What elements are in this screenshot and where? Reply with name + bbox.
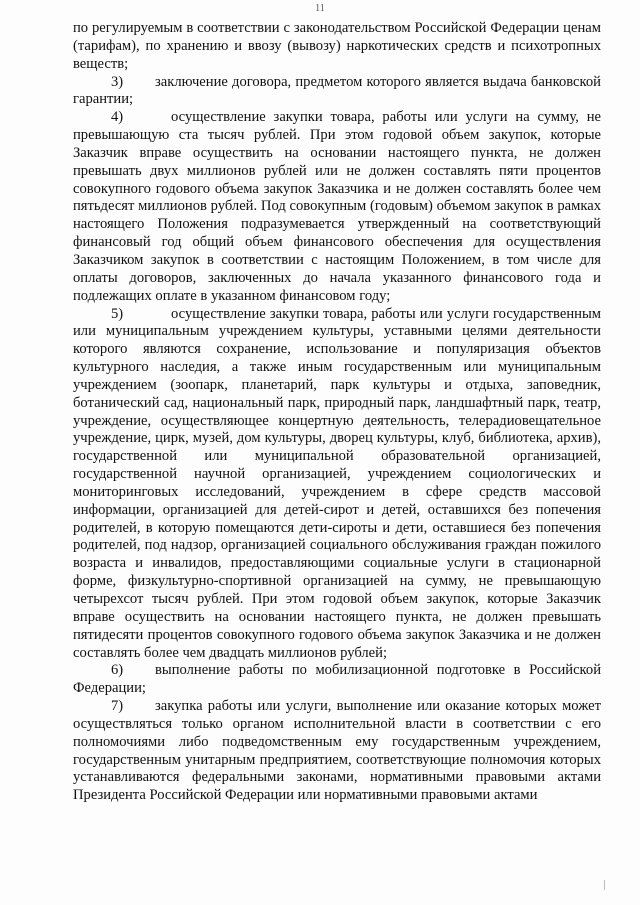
- paragraph-continuation: [73, 20, 601, 74]
- list-item-text: выполнение работы по мобилизационной подготовке в Российской Федерации;: [73, 662, 601, 697]
- list-item-number: 4): [111, 109, 124, 126]
- list-item-number: 5): [111, 305, 124, 322]
- page-number: 11: [315, 3, 325, 14]
- list-item-6: [73, 662, 601, 698]
- list-item-text: заключение договора, предметом которого является выдача банковской гарантии;: [73, 73, 601, 108]
- list-item-text: осуществление закупки товара, работы или услуги государственным или муниципальным учреждением культуры, уставными целями деятельности которого являются сохранение, использование и популяризация объектов культурного наследия, а также иным государственным или муниципальным учреждением (зоопарк, планетарий, парк культуры и отдыха, заповедник, ботанический сад, национальный парк, природный парк, ландшафтный парк, театр, учреждение, осуществляющее концертную деятельность, телерадиовещательное учреждение, цирк, музей, дом культуры, дворец культуры, клуб, библиотека, архив), государственной или муниципальной образовательной организацией, государственной научной организацией, учреждением социологических и мониторинговых исследований, учреждением в сфере средств массовой информации, организацией для детей-сирот и детей, оставшихся без попечения родителей, в которую помещаются дети-сироты и дети, оставшиеся без попечения родителей, под надзор, организацией социального обслуживания граждан пожилого возраста и инвалидов, предоставляющими социальные услуги в стационарной форме, физкультурно-спортивной организацией на сумму, не превышающую четырехсот тысяч рублей. При этом годовой объем закупок, которые Заказчик вправе осуществить на основании настоящего пункта, не должен превышать пятидесяти процентов совокупного годового объема закупок Заказчика и не должен составлять более чем двадцать миллионов рублей;: [73, 305, 601, 661]
- scan-margin-mark: [604, 880, 605, 890]
- list-item-3: [73, 74, 601, 110]
- list-item-text: осуществление закупки товара, работы или услуги на сумму, не превышающую ста тысяч рублей. При этом годовой объем закупок, которые Заказчик вправе осуществить на основании настоящего пункта, не должен превышать двух миллионов рублей или не должен составлять пяти процентов совокупного годового объема закупок Заказчика и не должен составлять более чем пятьдесят миллионов рублей. Под совокупным (годовым) объемом закупок в рамках настоящего Положения подразумевается утвержденный на соответствующий финансовый год общий объем финансового обеспечения для осуществления Заказчиком закупок в соответствии с настоящим Положением, в том числе для оплаты договоров, заключенных до начала указанного финансового года и подлежащих оплате в указанном финансовом году;: [73, 109, 601, 304]
- list-item-number: 6): [111, 662, 124, 679]
- list-item-7: [73, 698, 601, 805]
- document-body: [73, 20, 601, 805]
- list-item-number: 3): [111, 73, 124, 90]
- paragraph-text: по регулируемым в соответствии с законодательством Российской Федерации ценам (тарифам), по хранению и ввозу (вывозу) наркотических средств и психотропных веществ;: [73, 20, 601, 72]
- list-item-5: [73, 306, 601, 663]
- list-item-number: 7): [111, 698, 124, 715]
- list-item-4: [73, 109, 601, 305]
- list-item-text: закупка работы или услуги, выполнение или оказание которых может осуществляться только органом исполнительной власти в соответствии с его полномочиями либо подведомственным ему государственным учреждением, государственным унитарным предприятием, соответствующие полномочия которых устанавливаются федеральными законами, нормативными правовыми актами Президента Российской Федерации или нормативными правовыми актами: [73, 698, 601, 804]
